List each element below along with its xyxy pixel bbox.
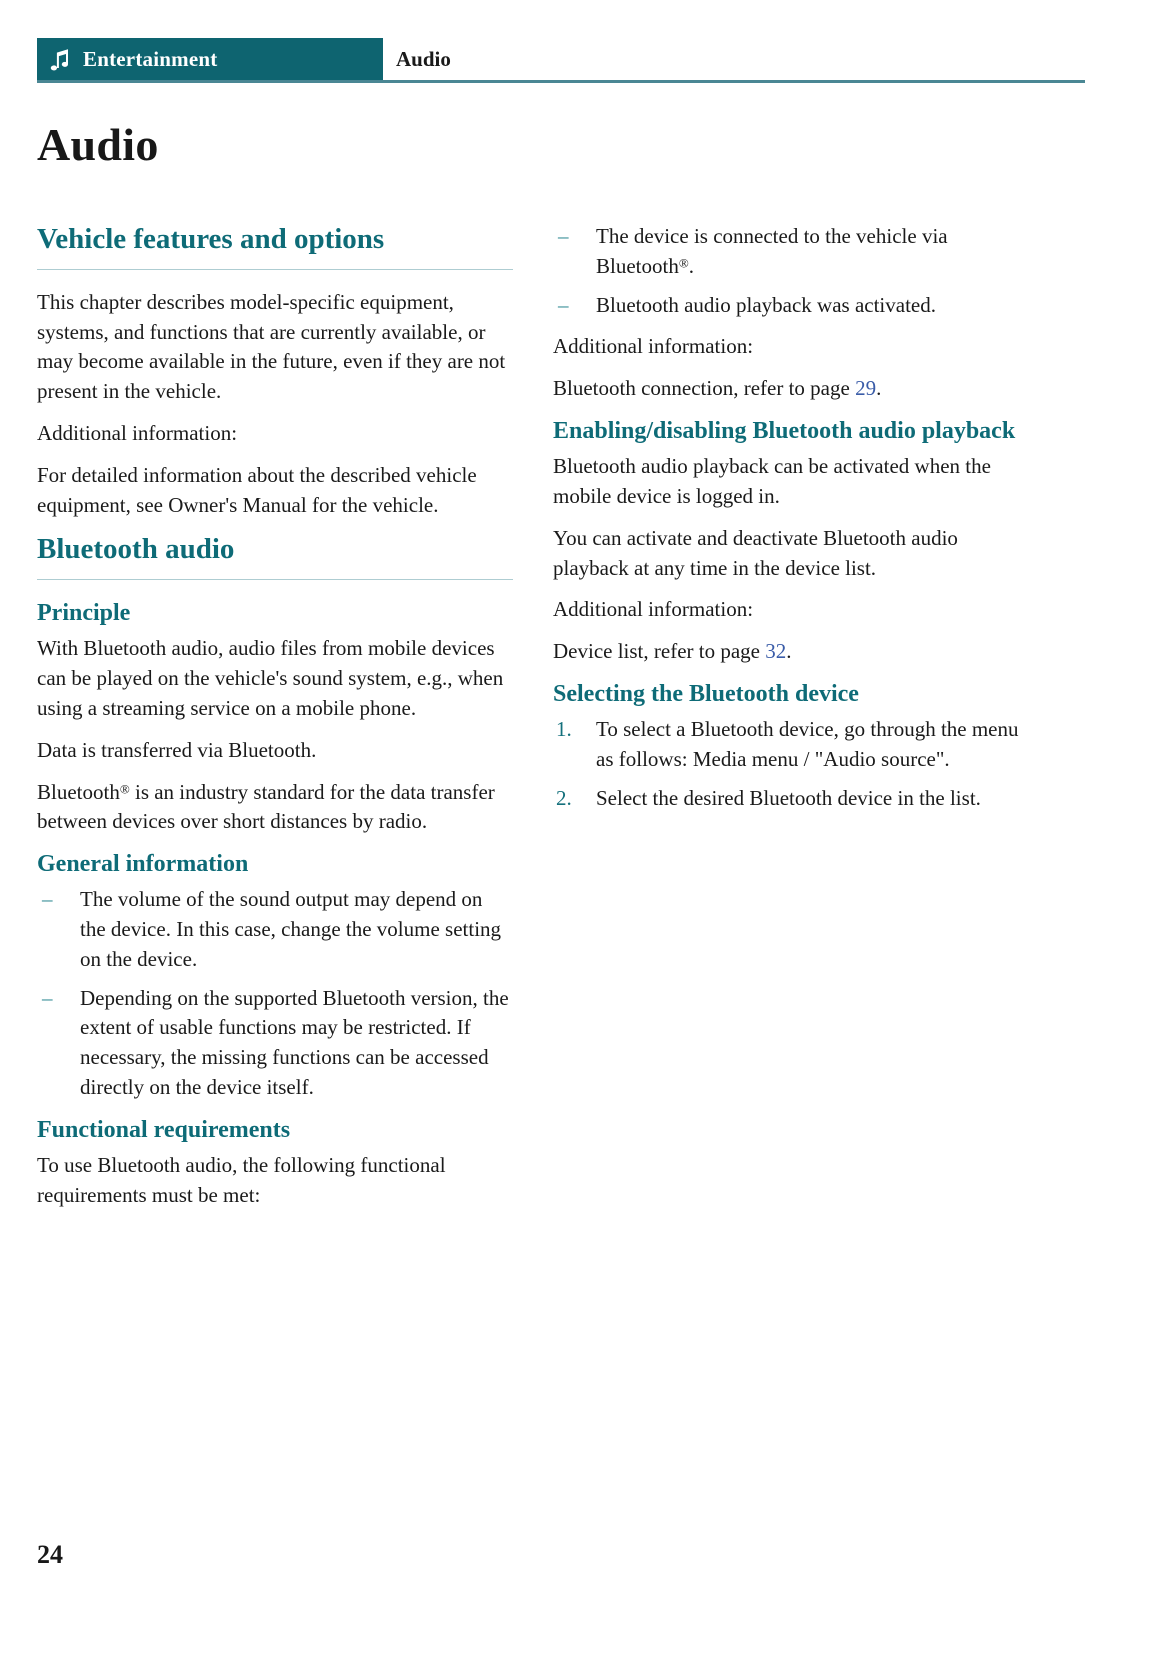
paragraph-owners-manual-reference: For detailed information about the described vehicle equipment, see Owner's Manual for the vehicle. bbox=[37, 462, 477, 517]
paragraph-bluetooth-standard bbox=[37, 778, 513, 838]
label-additional-information-right-1: Additional information: bbox=[553, 334, 754, 359]
subsection-heading-selecting-device: Selecting the Bluetooth device bbox=[553, 680, 859, 707]
page-reference-link-29[interactable]: 29 bbox=[855, 376, 877, 401]
dash-bullet-icon: – bbox=[42, 985, 53, 1010]
dash-bullet-icon: – bbox=[558, 224, 569, 248]
paragraph-device-list-reference: Device list, refer to page 32. bbox=[553, 639, 792, 664]
registered-trademark-symbol: ® bbox=[119, 781, 130, 797]
paragraph-enabling-1: Bluetooth audio playback can be activated when the mobile device is logged in. bbox=[553, 454, 991, 508]
list-item-text: Depending on the supported Bluetooth version, the extent of usable functions may be restricted. If necessary, the missing functions can be accessed directly on the device itself. bbox=[80, 985, 509, 1100]
list-item bbox=[553, 291, 1029, 321]
dash-bullet-icon: – bbox=[42, 887, 53, 912]
list-item bbox=[37, 984, 513, 1103]
general-information-list bbox=[37, 885, 513, 1103]
registered-trademark-symbol: ® bbox=[678, 255, 689, 271]
step-number: 1. bbox=[556, 716, 572, 741]
functional-requirements-list bbox=[553, 222, 1029, 320]
paragraph-enabling-2: You can activate and deactivate Bluetooth audio playback at any time in the device list. bbox=[553, 525, 958, 580]
bluetooth-trademark-prefix: Bluetooth bbox=[37, 779, 120, 804]
selecting-device-steps bbox=[553, 715, 1029, 813]
list-item-text: To select a Bluetooth device, go through the menu as follows: Media menu / "Audio source". bbox=[596, 716, 1019, 771]
page-number: 24 bbox=[37, 1540, 63, 1569]
breadcrumb: Audio bbox=[396, 46, 451, 71]
list-item-text: Select the desired Bluetooth device in the list. bbox=[596, 785, 981, 810]
paragraph-chapter-scope: This chapter describes model-specific equipment, systems, and functions that are currently available, or may become available in the future, even if they are not present in the vehicle. bbox=[37, 289, 506, 404]
content-columns bbox=[37, 222, 1085, 1210]
header-chapter-tab bbox=[37, 38, 383, 80]
header-chapter-label: Entertainment bbox=[83, 46, 218, 71]
paragraph-principle-2: Data is transferred via Bluetooth. bbox=[37, 737, 317, 762]
paragraph-principle-1: With Bluetooth audio, audio files from mobile devices can be played on the vehicle's sound system, e.g., when using a streaming service on a mobile phone. bbox=[37, 636, 504, 720]
subsection-heading-principle: Principle bbox=[37, 600, 131, 627]
paragraph-bluetooth-connection-reference: Bluetooth connection, refer to page 29. bbox=[553, 376, 882, 401]
subsection-heading-general-information: General information bbox=[37, 851, 249, 878]
list-item bbox=[553, 784, 1029, 814]
section-heading-bluetooth-audio: Bluetooth audio bbox=[37, 532, 513, 580]
music-note-icon bbox=[37, 46, 83, 72]
list-item bbox=[553, 715, 1029, 775]
list-item bbox=[37, 885, 513, 974]
label-additional-information-left: Additional information: bbox=[37, 421, 238, 446]
subsection-heading-functional-requirements: Functional requirements bbox=[37, 1116, 291, 1143]
dash-bullet-icon: – bbox=[558, 292, 569, 317]
list-item bbox=[553, 222, 1029, 282]
paragraph-functional-requirements-intro: To use Bluetooth audio, the following functional requirements must be met: bbox=[37, 1152, 446, 1207]
section-heading-vehicle-features: Vehicle features and options bbox=[37, 222, 513, 270]
right-column bbox=[553, 222, 1029, 1210]
subsection-heading-enabling-disabling: Enabling/disabling Bluetooth audio playback bbox=[553, 418, 1016, 445]
list-item-text: Bluetooth audio playback was activated. bbox=[596, 292, 936, 317]
page-reference-link-32[interactable]: 32 bbox=[765, 639, 787, 664]
page-title: Audio bbox=[37, 119, 159, 170]
header-divider-rule bbox=[37, 80, 1085, 83]
label-additional-information-right-2: Additional information: bbox=[553, 597, 754, 622]
left-column bbox=[37, 222, 513, 1210]
page-running-header bbox=[37, 38, 1085, 82]
step-number: 2. bbox=[556, 785, 572, 810]
bluetooth-trademark-suffix: is an industry standard for the data transfer between devices over short distances by radio. bbox=[37, 779, 495, 834]
list-item-text: The device is connected to the vehicle via Bluetooth®. bbox=[596, 224, 948, 278]
list-item-text: The volume of the sound output may depend on the device. In this case, change the volume setting on the device. bbox=[80, 887, 502, 971]
